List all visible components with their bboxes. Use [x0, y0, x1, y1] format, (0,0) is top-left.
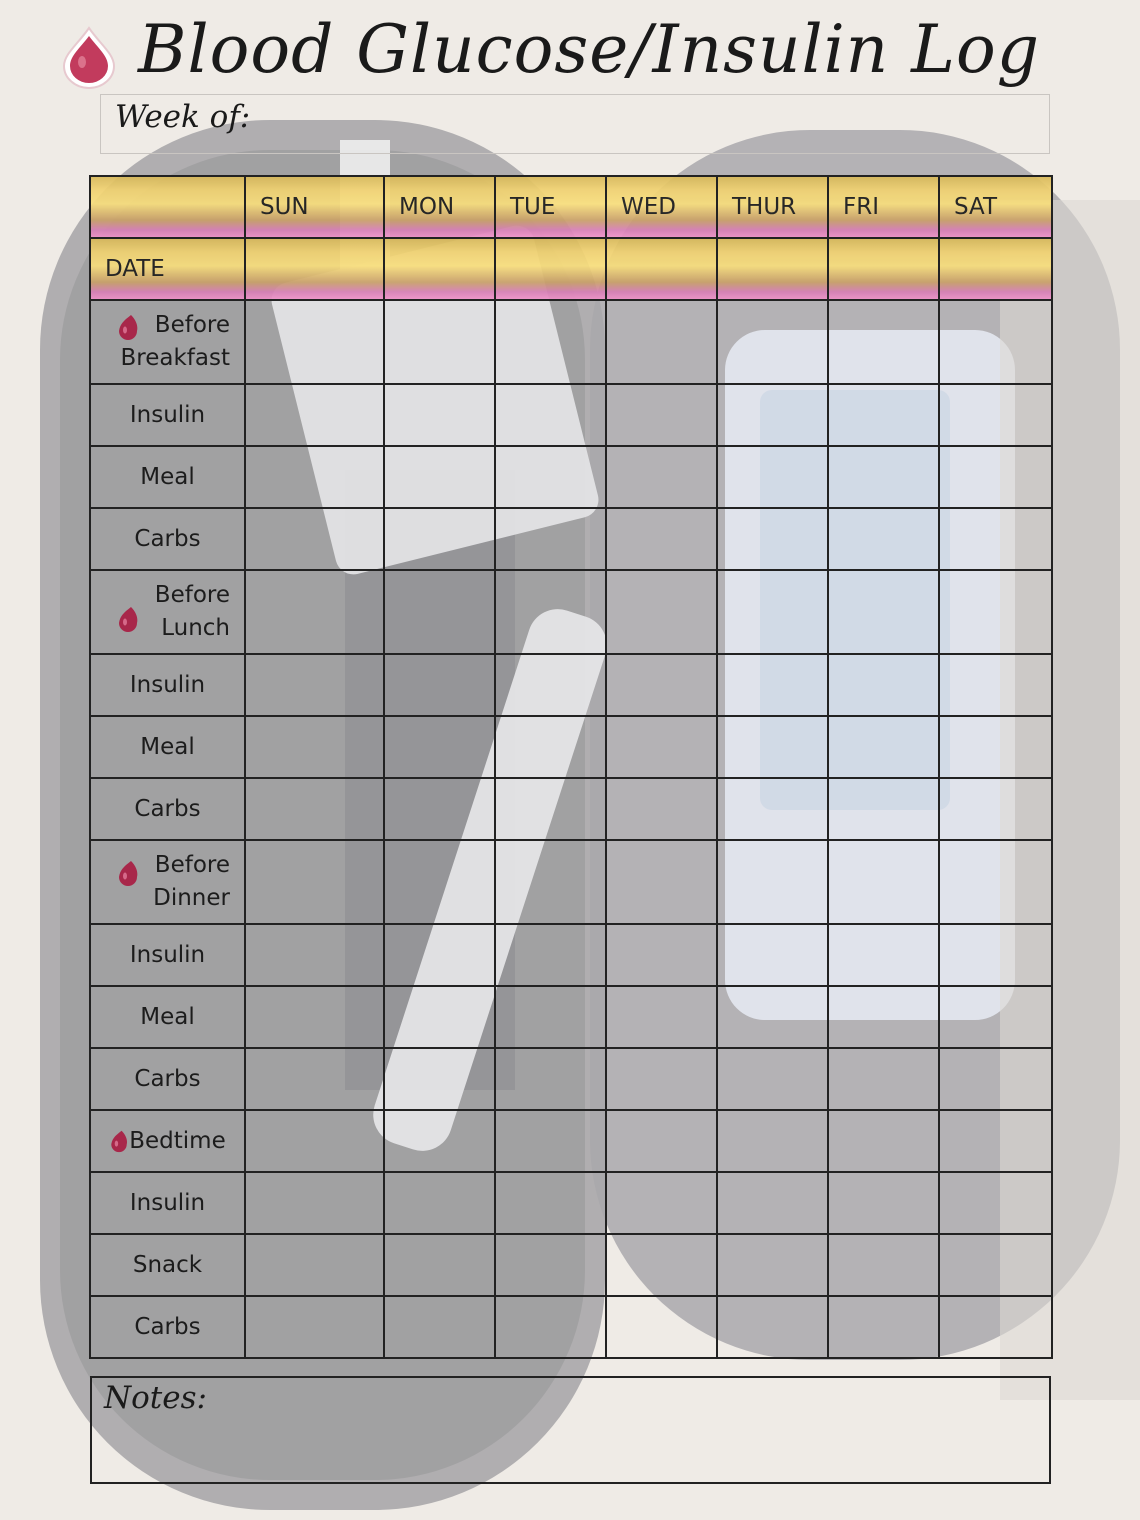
day-header: SAT	[939, 176, 1052, 238]
log-cell[interactable]	[495, 300, 606, 384]
log-cell[interactable]	[717, 446, 828, 508]
log-cell[interactable]	[828, 1048, 939, 1110]
log-row-meal	[90, 716, 1052, 778]
log-cell[interactable]	[939, 446, 1052, 508]
log-row-before-breakfast	[90, 300, 1052, 384]
log-cell[interactable]	[384, 446, 495, 508]
log-cell[interactable]	[245, 384, 384, 446]
log-cell[interactable]	[495, 1234, 606, 1296]
log-cell[interactable]	[606, 570, 717, 654]
log-cell[interactable]	[384, 1296, 495, 1358]
row-label: Carbs	[90, 508, 245, 570]
log-cell[interactable]	[495, 654, 606, 716]
log-cell[interactable]	[606, 1048, 717, 1110]
log-row-carbs	[90, 1048, 1052, 1110]
log-cell[interactable]	[245, 446, 384, 508]
row-label: Carbs	[90, 778, 245, 840]
log-cell[interactable]	[828, 570, 939, 654]
log-cell[interactable]	[495, 986, 606, 1048]
row-label: Insulin	[90, 1172, 245, 1234]
log-cell[interactable]	[384, 300, 495, 384]
log-cell[interactable]	[828, 508, 939, 570]
log-cell[interactable]	[939, 1110, 1052, 1172]
log-cell[interactable]	[717, 1234, 828, 1296]
log-table	[89, 175, 1053, 1359]
log-cell[interactable]	[939, 840, 1052, 924]
log-cell[interactable]	[384, 654, 495, 716]
log-cell[interactable]	[717, 1296, 828, 1358]
log-cell[interactable]	[939, 924, 1052, 986]
log-cell[interactable]	[245, 1110, 384, 1172]
log-cell[interactable]	[384, 1048, 495, 1110]
log-cell[interactable]	[606, 654, 717, 716]
log-cell[interactable]	[495, 840, 606, 924]
log-cell[interactable]	[495, 384, 606, 446]
log-row-meal	[90, 986, 1052, 1048]
log-cell[interactable]	[384, 1110, 495, 1172]
log-cell[interactable]	[717, 654, 828, 716]
log-cell[interactable]	[384, 986, 495, 1048]
week-of-field[interactable]	[100, 94, 1050, 154]
log-cell[interactable]	[606, 778, 717, 840]
notes-field[interactable]	[90, 1376, 1051, 1484]
log-cell[interactable]	[828, 446, 939, 508]
row-label-line: Lunch	[161, 615, 230, 641]
log-row-carbs	[90, 508, 1052, 570]
log-cell[interactable]	[939, 508, 1052, 570]
log-cell[interactable]	[717, 384, 828, 446]
notes-label: Notes:	[104, 1380, 207, 1416]
log-cell[interactable]	[939, 1296, 1052, 1358]
row-label: Insulin	[90, 384, 245, 446]
log-cell[interactable]	[939, 384, 1052, 446]
log-cell[interactable]	[495, 446, 606, 508]
row-label: Insulin	[90, 654, 245, 716]
log-cell[interactable]	[606, 1234, 717, 1296]
log-cell[interactable]	[606, 300, 717, 384]
log-cell[interactable]	[245, 778, 384, 840]
log-row-insulin	[90, 654, 1052, 716]
page-title: Blood Glucose/Insulin Log	[138, 11, 1040, 88]
log-cell[interactable]	[384, 570, 495, 654]
log-cell[interactable]	[245, 840, 384, 924]
log-cell[interactable]	[384, 924, 495, 986]
log-row-insulin	[90, 924, 1052, 986]
log-cell[interactable]	[606, 384, 717, 446]
log-cell[interactable]	[384, 1234, 495, 1296]
log-cell[interactable]	[717, 840, 828, 924]
log-cell[interactable]	[828, 384, 939, 446]
log-cell[interactable]	[717, 1110, 828, 1172]
log-row-carbs	[90, 778, 1052, 840]
log-cell[interactable]	[828, 1234, 939, 1296]
log-cell[interactable]	[717, 300, 828, 384]
date-cell[interactable]	[828, 238, 939, 300]
day-header: TUE	[495, 176, 606, 238]
log-cell[interactable]	[245, 1172, 384, 1234]
log-row-before-lunch	[90, 570, 1052, 654]
log-cell[interactable]	[939, 570, 1052, 654]
log-row-insulin	[90, 384, 1052, 446]
row-label: Meal	[90, 986, 245, 1048]
log-cell[interactable]	[939, 300, 1052, 384]
log-cell[interactable]	[939, 1172, 1052, 1234]
log-cell[interactable]	[939, 986, 1052, 1048]
log-cell[interactable]	[828, 1172, 939, 1234]
log-cell[interactable]	[495, 924, 606, 986]
log-cell[interactable]	[245, 1048, 384, 1110]
row-label: Insulin	[90, 924, 245, 986]
corner-cell	[90, 176, 245, 238]
blood-drop-icon	[60, 24, 118, 90]
log-cell[interactable]	[828, 654, 939, 716]
log-cell[interactable]	[245, 508, 384, 570]
log-cell[interactable]	[717, 924, 828, 986]
log-cell[interactable]	[939, 1048, 1052, 1110]
day-header: MON	[384, 176, 495, 238]
date-cell[interactable]	[939, 238, 1052, 300]
log-cell[interactable]	[939, 716, 1052, 778]
log-cell[interactable]	[495, 1172, 606, 1234]
blood-drop-icon	[117, 859, 139, 887]
log-cell[interactable]	[717, 570, 828, 654]
log-cell[interactable]	[245, 570, 384, 654]
log-cell[interactable]	[245, 300, 384, 384]
log-row-insulin	[90, 1172, 1052, 1234]
log-cell[interactable]	[717, 1048, 828, 1110]
row-label: Carbs	[90, 1048, 245, 1110]
log-cell[interactable]	[245, 1234, 384, 1296]
day-header: SUN	[245, 176, 384, 238]
log-cell[interactable]	[606, 840, 717, 924]
week-of-label: Week of:	[115, 99, 251, 135]
log-row-snack	[90, 1234, 1052, 1296]
row-label: Carbs	[90, 1296, 245, 1358]
log-cell[interactable]	[384, 778, 495, 840]
blood-drop-icon	[117, 605, 139, 633]
log-cell[interactable]	[717, 1172, 828, 1234]
log-cell[interactable]	[606, 716, 717, 778]
log-cell[interactable]	[495, 1048, 606, 1110]
row-label-line: Breakfast	[120, 345, 230, 371]
blood-drop-icon	[109, 1129, 129, 1153]
row-label: Meal	[90, 446, 245, 508]
log-cell[interactable]	[384, 1172, 495, 1234]
date-cell[interactable]	[495, 238, 606, 300]
log-cell[interactable]	[828, 778, 939, 840]
log-cell[interactable]	[245, 716, 384, 778]
log-cell[interactable]	[828, 840, 939, 924]
log-cell[interactable]	[828, 1296, 939, 1358]
date-row	[90, 238, 1052, 300]
log-cell[interactable]	[828, 300, 939, 384]
log-cell[interactable]	[495, 778, 606, 840]
log-row-bedtime	[90, 1110, 1052, 1172]
log-cell[interactable]	[606, 446, 717, 508]
log-cell[interactable]	[717, 508, 828, 570]
log-cell[interactable]	[717, 716, 828, 778]
day-header-row	[90, 176, 1052, 238]
row-label-line: Before	[154, 852, 230, 878]
row-label: Meal	[90, 716, 245, 778]
row-label-line: Before	[154, 582, 230, 608]
log-cell[interactable]	[606, 1296, 717, 1358]
date-cell[interactable]	[606, 238, 717, 300]
log-row-meal	[90, 446, 1052, 508]
log-cell[interactable]	[717, 778, 828, 840]
log-cell[interactable]	[939, 778, 1052, 840]
log-row-before-dinner	[90, 840, 1052, 924]
log-cell[interactable]	[939, 654, 1052, 716]
day-header: WED	[606, 176, 717, 238]
row-label-text: Bedtime	[129, 1127, 226, 1154]
log-cell[interactable]	[495, 1296, 606, 1358]
log-cell[interactable]	[717, 986, 828, 1048]
date-cell[interactable]	[384, 238, 495, 300]
row-label-line: Dinner	[153, 885, 230, 911]
log-cell[interactable]	[606, 986, 717, 1048]
log-cell[interactable]	[606, 924, 717, 986]
log-cell[interactable]	[828, 986, 939, 1048]
date-cell[interactable]	[245, 238, 384, 300]
log-cell[interactable]	[939, 1234, 1052, 1296]
log-cell[interactable]	[606, 1110, 717, 1172]
log-cell[interactable]	[495, 716, 606, 778]
day-header: THUR	[717, 176, 828, 238]
log-cell[interactable]	[245, 986, 384, 1048]
row-label	[90, 840, 245, 924]
log-cell[interactable]	[384, 384, 495, 446]
log-cell[interactable]	[606, 1172, 717, 1234]
log-cell[interactable]	[828, 924, 939, 986]
log-cell[interactable]	[495, 570, 606, 654]
log-cell[interactable]	[828, 1110, 939, 1172]
row-label	[90, 570, 245, 654]
log-cell[interactable]	[606, 508, 717, 570]
log-cell[interactable]	[384, 508, 495, 570]
date-cell[interactable]	[717, 238, 828, 300]
log-cell[interactable]	[495, 1110, 606, 1172]
log-cell[interactable]	[245, 654, 384, 716]
day-header: FRI	[828, 176, 939, 238]
log-cell[interactable]	[384, 840, 495, 924]
row-label: Snack	[90, 1234, 245, 1296]
row-label-line: Before	[154, 312, 230, 338]
log-cell[interactable]	[384, 716, 495, 778]
log-cell[interactable]	[828, 716, 939, 778]
date-label: DATE	[90, 238, 245, 300]
log-cell[interactable]	[245, 924, 384, 986]
log-cell[interactable]	[245, 1296, 384, 1358]
log-row-carbs	[90, 1296, 1052, 1358]
row-label	[90, 300, 245, 384]
row-label	[90, 1110, 245, 1172]
log-cell[interactable]	[495, 508, 606, 570]
